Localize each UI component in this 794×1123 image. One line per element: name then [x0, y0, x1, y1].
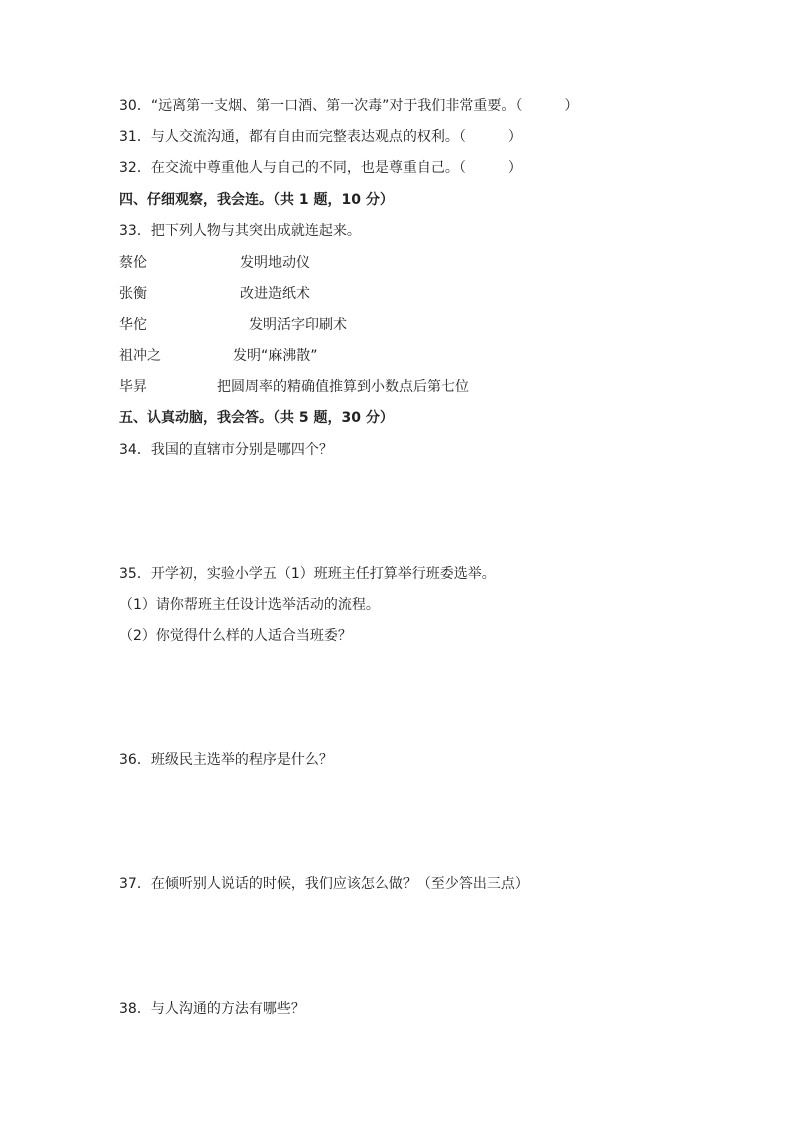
- person-name: 毕昇: [119, 379, 147, 395]
- section-4-heading: 四、仔细观察，我会连。（共 1 题，10 分）: [119, 192, 394, 208]
- achievement-text: 发明活字印刷术: [249, 317, 347, 333]
- achievement-text: 发明“麻沸散”: [233, 348, 318, 364]
- person-name: 张衡: [119, 286, 147, 302]
- achievement-text: 发明地动仪: [240, 255, 310, 271]
- person-name: 蔡伦: [119, 255, 147, 271]
- question-31: 31．与人交流沟通，都有自由而完整表达观点的权利。（ ）: [119, 129, 522, 145]
- question-37: 37．在倾听别人说话的时候，我们应该怎么做？（至少答出三点）: [119, 876, 529, 892]
- question-35-part-1: （1）请你帮班主任设计选举活动的流程。: [119, 597, 380, 613]
- person-name: 华佗: [119, 317, 147, 333]
- section-5-heading: 五、认真动脑，我会答。（共 5 题，30 分）: [119, 410, 394, 426]
- question-35: 35．开学初，实验小学五（1）班班主任打算举行班委选举。: [119, 566, 496, 582]
- achievement-text: 改进造纸术: [240, 286, 310, 302]
- question-33: 33．把下列人物与其突出成就连起来。: [119, 223, 361, 239]
- question-38: 38．与人沟通的方法有哪些？: [119, 1001, 305, 1017]
- question-32: 32．在交流中尊重他人与自己的不同，也是尊重自己。（ ）: [119, 160, 522, 176]
- question-35-part-2: （2）你觉得什么样的人适合当班委？: [119, 628, 352, 644]
- question-34: 34．我国的直辖市分别是哪四个？: [119, 442, 333, 458]
- question-30: 30．“远离第一支烟、第一口酒、第一次毒”对于我们非常重要。（ ）: [119, 98, 579, 114]
- question-36: 36．班级民主选举的程序是什么？: [119, 752, 333, 768]
- achievement-text: 把圆周率的精确值推算到小数点后第七位: [217, 379, 469, 395]
- person-name: 祖冲之: [119, 348, 161, 364]
